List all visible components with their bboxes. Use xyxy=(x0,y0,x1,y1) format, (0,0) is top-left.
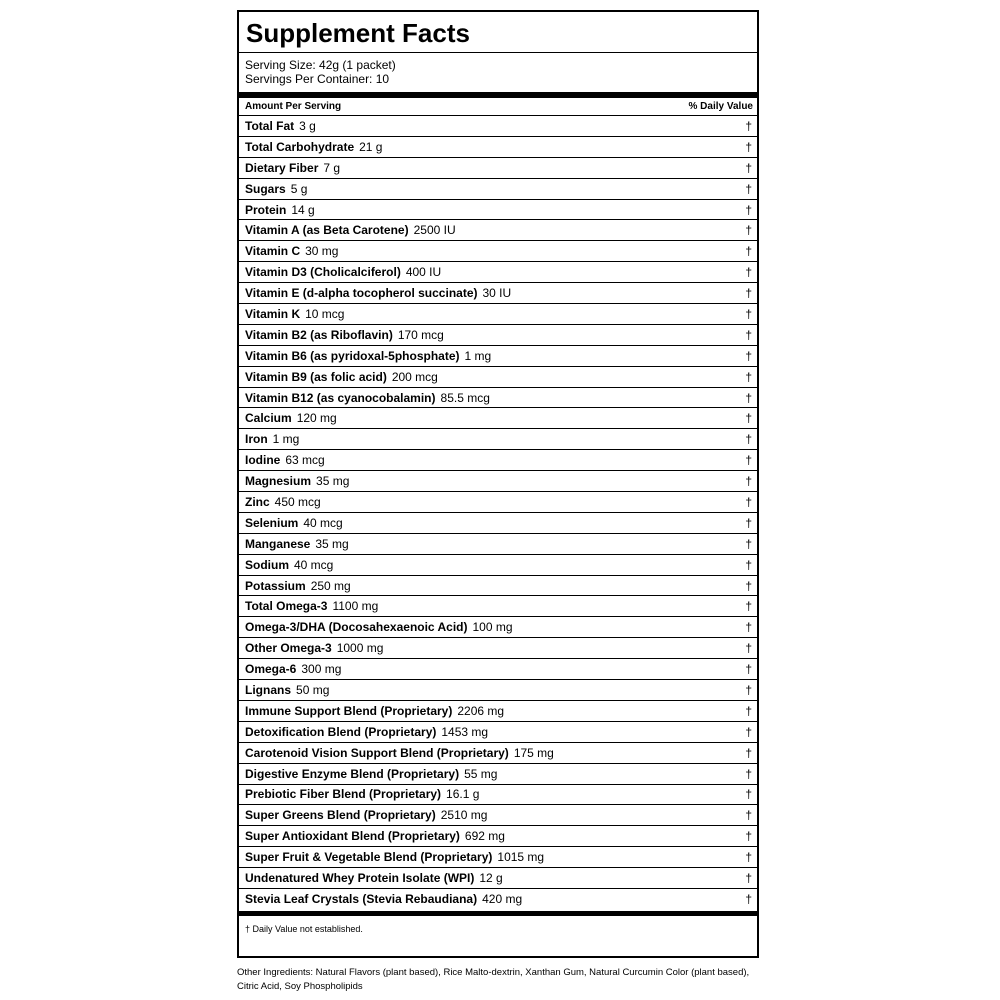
nutrient-label xyxy=(245,558,333,572)
nutrient-amount: 3 g xyxy=(299,118,316,133)
dagger-mark: † xyxy=(745,411,752,426)
nutrient-row xyxy=(239,659,757,680)
nutrient-row xyxy=(239,200,757,221)
dagger-mark: † xyxy=(745,118,752,133)
nutrient-row xyxy=(239,304,757,325)
dagger-mark: † xyxy=(745,432,752,447)
nutrient-amount: 1453 mg xyxy=(441,724,489,739)
dagger-mark: † xyxy=(745,536,752,551)
nutrient-name: Vitamin A (as Beta Carotene) xyxy=(245,223,409,238)
dagger-mark: † xyxy=(745,620,752,635)
nutrient-row xyxy=(239,262,757,283)
nutrient-amount: 12 g xyxy=(479,871,503,885)
nutrient-amount: 420 mg xyxy=(482,892,523,907)
nutrient-name: Selenium xyxy=(245,515,299,530)
nutrient-row xyxy=(239,743,757,764)
dagger-mark: † xyxy=(745,286,752,301)
dagger-mark: † xyxy=(745,703,752,718)
nutrient-name: Detoxification Blend (Proprietary) xyxy=(245,724,437,739)
nutrient-amount: 7 g xyxy=(323,160,341,175)
dagger-mark: † xyxy=(745,682,752,697)
dagger-mark: † xyxy=(745,223,752,238)
daily-value-header: % Daily Value xyxy=(688,101,753,112)
nutrient-amount: 1100 mg xyxy=(332,599,379,614)
dagger-mark: † xyxy=(745,892,752,907)
nutrient-label xyxy=(245,307,344,321)
nutrient-label xyxy=(245,453,325,467)
nutrient-name: Manganese xyxy=(245,536,311,551)
nutrient-amount: 30 mg xyxy=(305,244,339,259)
nutrient-name: Super Greens Blend (Proprietary) xyxy=(245,808,436,823)
dagger-mark: † xyxy=(745,390,752,405)
nutrient-label xyxy=(245,432,299,446)
nutrient-label xyxy=(245,725,488,739)
dagger-mark: † xyxy=(745,578,752,593)
nutrient-amount: 30 IU xyxy=(482,286,512,301)
nutrient-label xyxy=(245,599,378,613)
nutrient-amount: 200 mcg xyxy=(391,369,438,384)
dagger-mark: † xyxy=(745,662,752,677)
nutrient-label xyxy=(245,683,329,697)
nutrient-name: Immune Support Blend (Proprietary) xyxy=(245,703,453,718)
nutrient-row xyxy=(239,722,757,743)
nutrient-name: Total Omega-3 xyxy=(245,599,328,614)
nutrient-name: Total Carbohydrate xyxy=(245,139,355,154)
nutrient-label xyxy=(245,244,338,258)
dagger-mark: † xyxy=(745,453,752,468)
nutrient-amount: 1015 mg xyxy=(497,850,545,865)
nutrient-row xyxy=(239,408,757,429)
dagger-mark: † xyxy=(745,808,752,823)
nutrient-name: Prebiotic Fiber Blend (Proprietary) xyxy=(245,787,442,802)
serving-info xyxy=(239,53,757,92)
nutrient-row xyxy=(239,450,757,471)
nutrient-amount: 400 IU xyxy=(405,265,442,280)
nutrient-name: Vitamin C xyxy=(245,244,301,259)
nutrient-name: Potassium xyxy=(245,578,306,593)
nutrient-row xyxy=(239,826,757,847)
nutrient-name: Protein xyxy=(245,202,287,217)
nutrient-name: Carotenoid Vision Support Blend (Proprietary) xyxy=(245,745,509,760)
nutrient-row xyxy=(239,283,757,304)
nutrient-name: Iron xyxy=(245,432,268,447)
nutrient-label xyxy=(245,203,315,217)
nutrient-row xyxy=(239,805,757,826)
nutrient-name: Iodine xyxy=(245,453,281,468)
nutrient-amount: 2510 mg xyxy=(440,808,488,823)
dagger-mark: † xyxy=(745,641,752,656)
dagger-mark: † xyxy=(745,515,752,530)
nutrient-name: Super Antioxidant Blend (Proprietary) xyxy=(245,829,460,844)
serving-size: Serving Size: 42g (1 packet) xyxy=(245,58,396,72)
nutrient-row xyxy=(239,617,757,638)
nutrient-label xyxy=(245,370,438,384)
nutrient-label xyxy=(245,787,479,801)
nutrient-label xyxy=(245,871,503,885)
nutrient-label xyxy=(245,495,321,509)
nutrient-label xyxy=(245,265,441,279)
dagger-mark: † xyxy=(745,244,752,259)
nutrient-name: Sodium xyxy=(245,557,289,572)
nutrient-row xyxy=(239,868,757,889)
nutrient-label xyxy=(245,328,444,342)
dagger-mark: † xyxy=(745,139,752,154)
dagger-mark: † xyxy=(745,369,752,384)
dagger-mark: † xyxy=(745,766,752,781)
nutrient-row xyxy=(239,388,757,409)
nutrient-row xyxy=(239,785,757,806)
dagger-mark: † xyxy=(745,474,752,489)
nutrient-amount: 35 mg xyxy=(315,536,349,551)
nutrient-amount: 40 mcg xyxy=(294,557,334,572)
nutrient-row xyxy=(239,367,757,388)
nutrient-label xyxy=(245,140,382,154)
nutrient-amount: 1000 mg xyxy=(336,641,384,656)
dagger-mark: † xyxy=(745,348,752,363)
nutrient-list xyxy=(239,116,757,910)
nutrient-row xyxy=(239,346,757,367)
nutrient-amount: 40 mcg xyxy=(303,515,343,530)
servings-per-container: Servings Per Container: 10 xyxy=(245,72,390,86)
nutrient-label xyxy=(245,516,343,530)
nutrient-name: Super Fruit & Vegetable Blend (Proprietary) xyxy=(245,850,493,865)
dagger-mark: † xyxy=(745,557,752,572)
nutrient-row xyxy=(239,701,757,722)
nutrient-name: Zinc xyxy=(245,494,270,509)
column-header xyxy=(239,98,757,116)
nutrient-row xyxy=(239,555,757,576)
nutrient-amount: 1 mg xyxy=(464,348,492,363)
nutrient-row xyxy=(239,680,757,701)
nutrient-row xyxy=(239,513,757,534)
amount-per-serving-header: Amount Per Serving xyxy=(245,101,342,112)
nutrient-amount: 85.5 mcg xyxy=(440,390,490,405)
nutrient-label xyxy=(245,537,349,551)
dagger-mark: † xyxy=(745,265,752,280)
nutrient-amount: 300 mg xyxy=(301,662,342,677)
nutrient-label xyxy=(245,620,513,634)
dagger-mark: † xyxy=(745,494,752,509)
nutrient-amount: 250 mg xyxy=(310,578,351,593)
nutrient-name: Stevia Leaf Crystals (Stevia Rebaudiana) xyxy=(245,892,478,907)
nutrient-name: Total Fat xyxy=(245,118,295,133)
dagger-mark: † xyxy=(745,202,752,217)
dagger-mark: † xyxy=(745,871,752,885)
nutrient-name: Undenatured Whey Protein Isolate (WPI) xyxy=(245,871,475,885)
dagger-mark: † xyxy=(745,327,752,342)
other-ingredients: Other Ingredients: Natural Flavors (plant based), Rice Malto-dextrin, Xanthan Gum, Natural Curcumin Color (plant based), Citric Acid, Soy Phospholipids xyxy=(237,967,750,992)
dagger-mark: † xyxy=(745,787,752,802)
dagger-mark: † xyxy=(745,306,752,321)
nutrient-amount: 21 g xyxy=(359,139,383,154)
nutrient-amount: 63 mcg xyxy=(285,453,325,468)
nutrient-row xyxy=(239,638,757,659)
nutrient-name: Vitamin B2 (as Riboflavin) xyxy=(245,327,393,342)
nutrient-name: Vitamin B9 (as folic acid) xyxy=(245,369,387,384)
nutrient-label xyxy=(245,161,340,175)
nutrient-name: Dietary Fiber xyxy=(245,160,319,175)
nutrient-row xyxy=(239,596,757,617)
nutrient-amount: 1 mg xyxy=(272,432,300,447)
dagger-mark: † xyxy=(745,160,752,175)
nutrient-row xyxy=(239,847,757,868)
nutrient-row xyxy=(239,179,757,200)
nutrient-name: Digestive Enzyme Blend (Proprietary) xyxy=(245,766,460,781)
nutrient-amount: 692 mg xyxy=(464,829,505,844)
nutrient-amount: 14 g xyxy=(291,202,315,217)
nutrient-amount: 100 mg xyxy=(472,620,513,635)
dagger-mark: † xyxy=(745,829,752,844)
nutrient-amount: 2500 IU xyxy=(413,223,456,238)
nutrient-row xyxy=(239,241,757,262)
dagger-mark: † xyxy=(745,745,752,760)
nutrient-name: Vitamin K xyxy=(245,306,301,321)
nutrient-name: Other Omega-3 xyxy=(245,641,332,656)
nutrient-name: Vitamin B6 (as pyridoxal-5phosphate) xyxy=(245,348,460,363)
nutrient-name: Omega-3/DHA (Docosahexaenoic Acid) xyxy=(245,620,468,635)
nutrient-amount: 16.1 g xyxy=(446,787,480,802)
nutrient-amount: 55 mg xyxy=(464,766,498,781)
nutrient-label xyxy=(245,286,511,300)
nutrient-label xyxy=(245,223,456,237)
nutrient-name: Magnesium xyxy=(245,474,312,489)
dagger-mark: † xyxy=(745,724,752,739)
nutrient-label xyxy=(245,892,522,906)
nutrient-row xyxy=(239,764,757,785)
nutrient-label xyxy=(245,182,307,196)
dagger-mark: † xyxy=(745,599,752,614)
dagger-mark: † xyxy=(745,850,752,865)
nutrient-row xyxy=(239,325,757,346)
nutrient-row xyxy=(239,137,757,158)
nutrient-amount: 170 mcg xyxy=(397,327,444,342)
nutrient-label xyxy=(245,829,505,843)
nutrient-row xyxy=(239,534,757,555)
nutrient-name: Vitamin E (d-alpha tocopherol succinate) xyxy=(245,286,478,301)
nutrient-name: Sugars xyxy=(245,181,286,196)
nutrient-amount: 120 mg xyxy=(296,411,337,426)
nutrient-name: Lignans xyxy=(245,682,292,697)
nutrient-label xyxy=(245,662,341,676)
nutrient-row xyxy=(239,116,757,137)
nutrient-label xyxy=(245,391,490,405)
nutrient-name: Vitamin B12 (as cyanocobalamin) xyxy=(245,390,436,405)
nutrient-label xyxy=(245,746,554,760)
nutrient-amount: 50 mg xyxy=(296,682,330,697)
supplement-facts-panel xyxy=(237,10,759,958)
nutrient-name: Omega-6 xyxy=(245,662,297,677)
nutrient-label xyxy=(245,641,383,655)
nutrient-label xyxy=(245,474,349,488)
nutrient-label xyxy=(245,808,487,822)
nutrient-amount: 450 mcg xyxy=(274,494,321,509)
nutrient-amount: 35 mg xyxy=(316,474,350,489)
nutrient-label xyxy=(245,579,351,593)
nutrient-label xyxy=(245,850,544,864)
nutrient-amount: 175 mg xyxy=(513,745,554,760)
dagger-mark: † xyxy=(745,181,752,196)
nutrient-name: Calcium xyxy=(245,411,292,426)
nutrient-row xyxy=(239,889,757,910)
nutrient-label xyxy=(245,349,491,363)
nutrient-amount: 10 mcg xyxy=(305,306,345,321)
nutrient-row xyxy=(239,429,757,450)
panel-title: Supplement Facts xyxy=(239,12,757,53)
nutrient-label xyxy=(245,411,337,425)
nutrient-row xyxy=(239,158,757,179)
nutrient-row xyxy=(239,471,757,492)
nutrient-label xyxy=(245,704,504,718)
nutrient-label xyxy=(245,119,316,133)
footnote: † Daily Value not established. xyxy=(245,923,363,934)
nutrient-row xyxy=(239,576,757,597)
nutrient-label xyxy=(245,767,497,781)
nutrient-name: Vitamin D3 (Cholicalciferol) xyxy=(245,265,401,280)
nutrient-amount: 2206 mg xyxy=(457,703,505,718)
nutrient-row xyxy=(239,220,757,241)
nutrient-amount: 5 g xyxy=(290,181,308,196)
nutrient-row xyxy=(239,492,757,513)
